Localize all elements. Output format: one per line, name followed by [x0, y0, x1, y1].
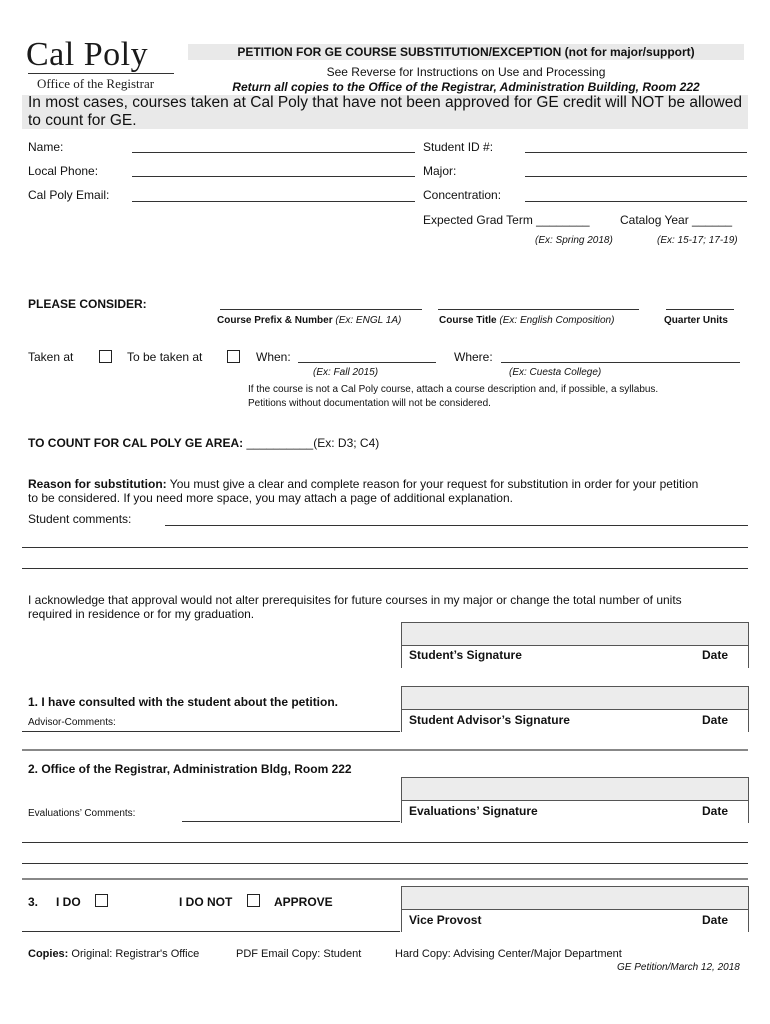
evaluations-signature-label: Evaluations’ Signature: [409, 804, 538, 818]
quarter-units-field[interactable]: [666, 309, 734, 310]
when-label: When:: [256, 350, 291, 364]
i-do-checkbox[interactable]: [95, 894, 108, 907]
cal-poly-logo: Cal Poly: [26, 36, 149, 73]
acknowledgement-text-1: I acknowledge that approval would not alter prerequisites for future courses in my major or change the total number of units: [28, 593, 682, 607]
return-note: Return all copies to the Office of the Registrar, Administration Building, Room 222: [232, 80, 700, 94]
advisor-comments-label: Advisor-Comments:: [28, 717, 116, 728]
please-consider-label: PLEASE CONSIDER:: [28, 297, 147, 311]
copies-hard: Hard Copy: Advising Center/Major Department: [395, 948, 622, 960]
student-signature-box[interactable]: [401, 622, 749, 668]
phone-label: Local Phone:: [28, 164, 99, 178]
ge-notice: In most cases, courses taken at Cal Poly that have not been approved for GE credit will NOT be allowed to count for GE.: [28, 94, 742, 129]
evaluations-comments-field[interactable]: [182, 821, 400, 822]
student-id-field[interactable]: [525, 152, 747, 153]
advisor-signature-label: Student Advisor’s Signature: [409, 713, 570, 727]
evaluations-date-label: Date: [701, 804, 728, 818]
catalog-year-example: (Ex: 15-17; 17-19): [657, 235, 738, 246]
when-example: (Ex: Fall 2015): [313, 367, 379, 378]
section-divider-2: [22, 878, 748, 880]
taken-at-label: Taken at: [28, 350, 74, 364]
advisor-date-label: Date: [701, 713, 728, 727]
student-comments-label: Student comments:: [28, 512, 132, 526]
major-label: Major:: [423, 164, 457, 178]
to-be-taken-checkbox[interactable]: [227, 350, 240, 363]
provost-signature-box[interactable]: [401, 886, 749, 932]
name-field[interactable]: [132, 152, 415, 153]
copies-original: Copies: Original: Registrar's Office: [28, 948, 200, 960]
section-3-line: [22, 931, 400, 932]
name-label: Name:: [28, 140, 64, 154]
to-be-taken-label: To be taken at: [127, 350, 203, 364]
evaluations-signature-box[interactable]: [401, 777, 749, 823]
advisor-comments-field[interactable]: [22, 731, 400, 732]
reason-instructions: Reason for substitution: You must give a clear and complete reason for your request for substitution in order for your petition: [28, 477, 699, 491]
concentration-label: Concentration:: [423, 188, 502, 202]
provost-signature-label: Vice Provost: [409, 913, 482, 927]
form-identifier: GE Petition/March 12, 2018: [617, 962, 740, 973]
registrar-logo-text: Office of the Registrar: [37, 76, 155, 91]
taken-at-checkbox[interactable]: [99, 350, 112, 363]
course-prefix-field[interactable]: [220, 309, 422, 310]
grad-term-field[interactable]: Expected Grad Term ________: [423, 213, 590, 227]
logo-rule: [28, 73, 174, 74]
where-label: Where:: [454, 350, 493, 364]
course-title-field[interactable]: [438, 309, 639, 310]
provost-date-label: Date: [701, 913, 728, 927]
student-comments-line-2[interactable]: [22, 547, 748, 548]
catalog-year-field[interactable]: Catalog Year ______: [620, 213, 733, 227]
where-field[interactable]: [501, 362, 740, 363]
approve-label: APPROVE: [274, 895, 333, 909]
section-3-number: 3.: [28, 895, 39, 909]
email-label: Cal Poly Email:: [28, 188, 110, 202]
instructions-note: See Reverse for Instructions on Use and Processing: [326, 65, 606, 79]
student-signature-label: Student’s Signature: [409, 648, 522, 662]
phone-field[interactable]: [132, 176, 415, 177]
grad-term-example: (Ex: Spring 2018): [535, 235, 613, 246]
course-title-caption: Course Title (Ex: English Composition): [439, 315, 615, 326]
quarter-units-caption: Quarter Units: [664, 315, 728, 326]
i-do-label: I DO: [56, 895, 81, 909]
email-field[interactable]: [132, 201, 415, 202]
course-prefix-caption: Course Prefix & Number (Ex: ENGL 1A): [217, 315, 402, 326]
acknowledgement-text-2: required in residence or for my graduation.: [28, 607, 255, 621]
major-field[interactable]: [525, 176, 747, 177]
ge-area-row[interactable]: TO COUNT FOR CAL POLY GE AREA: __________(Ex: D3; C4): [28, 436, 380, 450]
where-example: (Ex: Cuesta College): [509, 367, 602, 378]
i-do-not-checkbox[interactable]: [247, 894, 260, 907]
evaluations-comments-label: Evaluations’ Comments:: [28, 808, 136, 819]
student-id-label: Student ID #:: [423, 140, 494, 154]
reason-instructions-2: to be considered. If you need more space, you may attach a page of additional explanation.: [28, 491, 513, 505]
student-date-label: Date: [701, 648, 728, 662]
when-field[interactable]: [298, 362, 436, 363]
advisor-signature-box[interactable]: [401, 686, 749, 732]
i-do-not-label: I DO NOT: [179, 895, 233, 909]
form-title: PETITION FOR GE COURSE SUBSTITUTION/EXCEPTION (not for major/support): [237, 45, 695, 59]
evaluations-comments-line-2[interactable]: [22, 842, 748, 843]
student-comments-line-3[interactable]: [22, 568, 748, 569]
student-comments-line-1[interactable]: [165, 525, 748, 526]
evaluations-comments-line-3[interactable]: [22, 863, 748, 864]
section-2-title: 2. Office of the Registrar, Administration Bldg, Room 222: [28, 762, 352, 776]
documentation-note: Petitions without documentation will not be considered.: [248, 398, 491, 409]
copies-pdf: PDF Email Copy: Student: [236, 948, 362, 960]
section-divider-1: [22, 749, 748, 751]
section-1-title: 1. I have consulted with the student about the petition.: [28, 695, 339, 709]
concentration-field[interactable]: [525, 201, 747, 202]
non-calpoly-note: If the course is not a Cal Poly course, attach a course description and, if possible, a syllabus.: [248, 384, 659, 395]
